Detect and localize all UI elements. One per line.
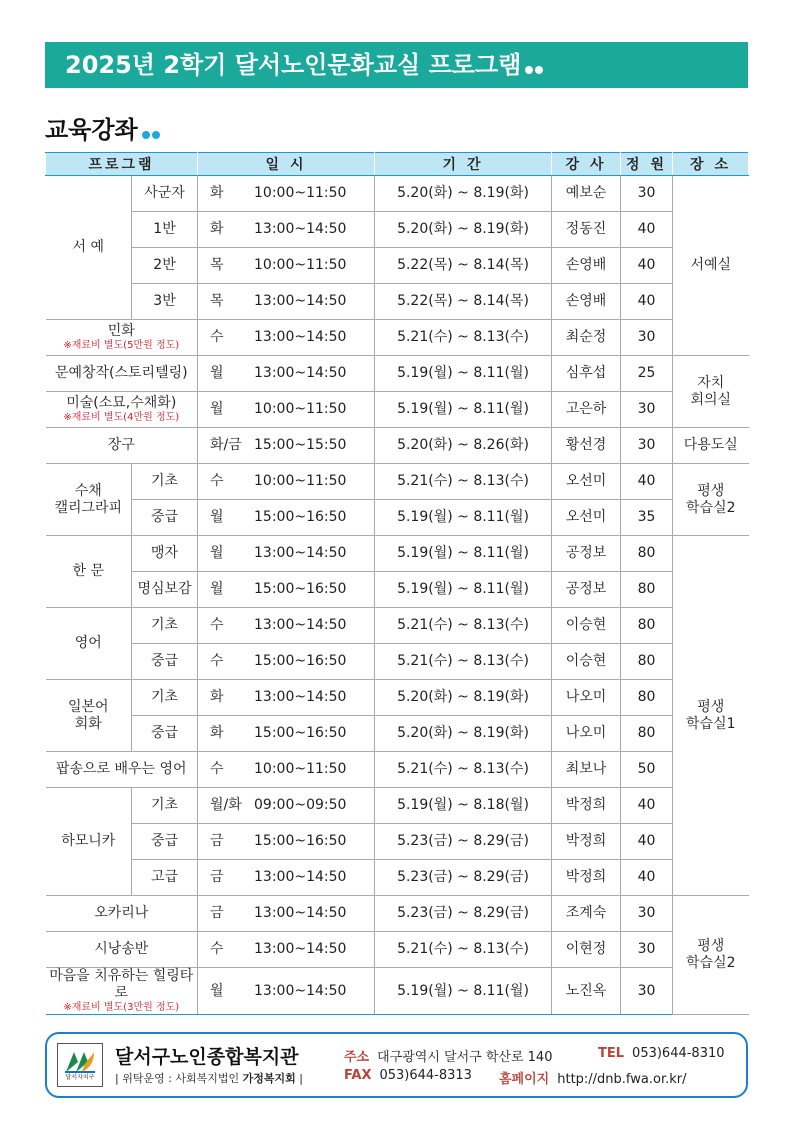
material-fee-note: ※재료비 별도(4만원 정도) — [63, 412, 180, 423]
banner-title: 2025년 2학기 달서노인문화교실 프로그램 — [65, 51, 522, 79]
capacity-cell: 25 — [621, 356, 673, 392]
time-range: 13:00~14:50 — [254, 329, 347, 345]
time-range: 13:00~14:50 — [254, 365, 347, 381]
instructor-cell: 박정희 — [552, 860, 621, 896]
program-group-cell: 영어 — [46, 608, 132, 680]
instructor-cell: 최보나 — [552, 752, 621, 788]
period-cell: 5.20(화) ~ 8.26(화) — [375, 428, 552, 464]
schedule-cell — [198, 932, 375, 968]
program-sub-cell: 기초 — [132, 464, 198, 500]
day-of-week: 월 — [210, 509, 224, 525]
period-cell: 5.20(화) ~ 8.19(화) — [375, 680, 552, 716]
program-sub-cell: 명심보감 — [132, 572, 198, 608]
time-range: 10:00~11:50 — [254, 401, 347, 417]
instructor-cell: 나오미 — [552, 680, 621, 716]
day-of-week: 수 — [210, 653, 224, 669]
program-name-cell — [46, 320, 198, 356]
time-range: 15:00~16:50 — [254, 833, 347, 849]
time-range: 13:00~14:50 — [254, 869, 347, 885]
day-of-week: 화/금 — [210, 437, 242, 453]
period-cell: 5.19(월) ~ 8.11(월) — [375, 392, 552, 428]
day-of-week: 수 — [210, 617, 224, 633]
schedule-cell — [198, 536, 375, 572]
fax-label: FAX — [344, 1068, 372, 1083]
time-range: 10:00~11:50 — [254, 185, 347, 201]
schedule-cell — [198, 896, 375, 932]
schedule-cell — [198, 680, 375, 716]
capacity-cell: 80 — [621, 572, 673, 608]
period-cell: 5.19(월) ~ 8.11(월) — [375, 536, 552, 572]
schedule-cell — [198, 500, 375, 536]
table-row — [46, 176, 749, 212]
program-sub-cell: 사군자 — [132, 176, 198, 212]
address-label: 주소 — [344, 1050, 370, 1065]
program-name-cell — [46, 896, 198, 932]
period-cell: 5.22(목) ~ 8.14(목) — [375, 248, 552, 284]
capacity-cell: 30 — [621, 392, 673, 428]
table-row — [46, 248, 749, 284]
capacity-cell: 50 — [621, 752, 673, 788]
operator-name: 가정복지회 — [242, 1072, 296, 1085]
capacity-cell: 30 — [621, 932, 673, 968]
time-range: 13:00~14:50 — [254, 689, 347, 705]
header-place: 장 소 — [673, 153, 749, 176]
day-of-week: 수 — [210, 473, 224, 489]
program-group-cell: 하모니카 — [46, 788, 132, 896]
program-name: 장구 — [107, 437, 135, 453]
instructor-cell: 이승현 — [552, 644, 621, 680]
capacity-cell: 40 — [621, 824, 673, 860]
instructor-cell: 공정보 — [552, 572, 621, 608]
period-cell: 5.23(금) ~ 8.29(금) — [375, 860, 552, 896]
instructor-cell: 정동진 — [552, 212, 621, 248]
title-banner — [45, 42, 748, 88]
program-sub-cell: 기초 — [132, 680, 198, 716]
instructor-cell: 심후섭 — [552, 356, 621, 392]
program-sub-cell: 중급 — [132, 644, 198, 680]
capacity-cell: 40 — [621, 248, 673, 284]
period-cell: 5.21(수) ~ 8.13(수) — [375, 320, 552, 356]
table-row — [46, 788, 749, 824]
period-cell: 5.22(목) ~ 8.14(목) — [375, 284, 552, 320]
capacity-cell: 30 — [621, 896, 673, 932]
period-cell: 5.21(수) ~ 8.13(수) — [375, 932, 552, 968]
schedule-cell — [198, 788, 375, 824]
instructor-cell: 최순정 — [552, 320, 621, 356]
day-of-week: 월 — [210, 401, 224, 417]
program-group-cell: 수채 캘리그라피 — [46, 464, 132, 536]
material-fee-note: ※재료비 별도(5만원 정도) — [63, 340, 180, 351]
time-range: 13:00~14:50 — [254, 982, 347, 999]
place-cell: 자치 회의실 — [673, 356, 749, 428]
time-range: 10:00~11:50 — [254, 761, 347, 777]
schedule-cell — [198, 572, 375, 608]
instructor-cell: 박정희 — [552, 788, 621, 824]
table-header-row — [46, 153, 749, 176]
instructor-cell: 손영배 — [552, 284, 621, 320]
table-row — [46, 932, 749, 968]
capacity-cell: 40 — [621, 860, 673, 896]
capacity-cell: 80 — [621, 644, 673, 680]
schedule-cell — [198, 428, 375, 464]
program-sub-cell: 기초 — [132, 788, 198, 824]
table-row — [46, 824, 749, 860]
time-range: 15:00~16:50 — [254, 509, 347, 525]
period-cell: 5.19(월) ~ 8.11(월) — [375, 572, 552, 608]
instructor-cell: 황선경 — [552, 428, 621, 464]
day-of-week: 금 — [210, 833, 224, 849]
material-fee-note: ※재료비 별도(3만원 정도) — [63, 1002, 180, 1013]
schedule-cell — [198, 860, 375, 896]
day-of-week: 월 — [210, 545, 224, 561]
place-cell: 다용도실 — [673, 428, 749, 464]
program-name: 문예창작(스토리텔링) — [54, 365, 188, 381]
program-name: 민화 — [107, 323, 135, 339]
day-of-week: 화 — [210, 185, 224, 201]
program-name-cell — [46, 392, 198, 428]
instructor-cell: 오선미 — [552, 464, 621, 500]
program-sub-cell: 고급 — [132, 860, 198, 896]
schedule-cell — [198, 212, 375, 248]
program-name: 오카리나 — [94, 905, 149, 921]
program-sub-cell: 3반 — [132, 284, 198, 320]
program-sub-cell: 1반 — [132, 212, 198, 248]
capacity-cell: 30 — [621, 428, 673, 464]
schedule-cell — [198, 968, 375, 1015]
instructor-cell: 노진옥 — [552, 968, 621, 1015]
capacity-cell: 80 — [621, 536, 673, 572]
time-range: 15:00~16:50 — [254, 581, 347, 597]
capacity-cell: 30 — [621, 968, 673, 1015]
program-name: 마음을 치유하는 힐링타로 — [49, 968, 194, 1001]
day-of-week: 월 — [210, 365, 224, 381]
program-sub-cell: 중급 — [132, 824, 198, 860]
table-row — [46, 644, 749, 680]
fax-line — [344, 1068, 472, 1083]
period-cell: 5.19(월) ~ 8.18(월) — [375, 788, 552, 824]
table-row — [46, 680, 749, 716]
instructor-cell: 이승현 — [552, 608, 621, 644]
table-row — [46, 356, 749, 392]
schedule-cell — [198, 284, 375, 320]
day-of-week: 월/화 — [210, 797, 242, 813]
day-of-week: 화 — [210, 725, 224, 741]
capacity-cell: 30 — [621, 320, 673, 356]
time-range: 13:00~14:50 — [254, 617, 347, 633]
period-cell: 5.19(월) ~ 8.11(월) — [375, 500, 552, 536]
program-name-cell — [46, 752, 198, 788]
section-title — [45, 110, 160, 145]
homepage-label: 홈페이지 — [499, 1072, 550, 1087]
time-range: 10:00~11:50 — [254, 257, 347, 273]
time-range: 15:00~16:50 — [254, 653, 347, 669]
logo — [57, 1043, 103, 1087]
day-of-week: 화 — [210, 689, 224, 705]
logo-mark-icon — [63, 1048, 97, 1074]
schedule-cell — [198, 644, 375, 680]
table-row — [46, 536, 749, 572]
program-name-cell — [46, 968, 198, 1015]
day-of-week: 금 — [210, 905, 224, 921]
day-of-week: 목 — [210, 293, 224, 309]
instructor-cell: 이현정 — [552, 932, 621, 968]
program-sub-cell: 맹자 — [132, 536, 198, 572]
program-name-cell — [46, 356, 198, 392]
program-name: 시낭송반 — [94, 941, 149, 957]
schedule-cell — [198, 464, 375, 500]
tel-line — [598, 1046, 725, 1061]
day-of-week: 수 — [210, 941, 224, 957]
time-range: 15:00~15:50 — [254, 437, 347, 453]
schedule-cell — [198, 608, 375, 644]
table-row — [46, 572, 749, 608]
table-row — [46, 896, 749, 932]
dots-decoration-icon — [140, 117, 160, 145]
day-of-week: 목 — [210, 257, 224, 273]
instructor-cell: 박정희 — [552, 824, 621, 860]
homepage-line — [499, 1068, 687, 1087]
capacity-cell: 40 — [621, 284, 673, 320]
instructor-cell: 나오미 — [552, 716, 621, 752]
table-row — [46, 752, 749, 788]
period-cell: 5.21(수) ~ 8.13(수) — [375, 464, 552, 500]
schedule-cell — [198, 320, 375, 356]
section-title-text: 교육강좌 — [45, 116, 138, 144]
schedule-cell — [198, 392, 375, 428]
homepage-link[interactable]: http://dnb.fwa.or.kr/ — [557, 1072, 687, 1087]
program-group-cell: 서 예 — [46, 176, 132, 320]
program-name: 팝송으로 배우는 영어 — [55, 761, 187, 777]
table-row — [46, 284, 749, 320]
program-group-cell: 일본어 회화 — [46, 680, 132, 752]
fax-value: 053)644-8313 — [379, 1068, 472, 1083]
header-ilsi: 일 시 — [198, 153, 375, 176]
header-capacity: 정 원 — [621, 153, 673, 176]
table-row — [46, 428, 749, 464]
org-name: 달서구노인종합복지관 — [115, 1046, 299, 1068]
table-row — [46, 464, 749, 500]
capacity-cell: 35 — [621, 500, 673, 536]
dots-decoration-icon — [523, 43, 543, 89]
place-cell: 평생 학습실2 — [673, 464, 749, 536]
capacity-cell: 80 — [621, 608, 673, 644]
instructor-cell: 손영배 — [552, 248, 621, 284]
time-range: 13:00~14:50 — [254, 545, 347, 561]
instructor-cell: 고은하 — [552, 392, 621, 428]
period-cell: 5.21(수) ~ 8.13(수) — [375, 644, 552, 680]
time-range: 10:00~11:50 — [254, 473, 347, 489]
tel-value: 053)644-8310 — [632, 1046, 725, 1061]
period-cell: 5.23(금) ~ 8.29(금) — [375, 824, 552, 860]
table-row — [46, 968, 749, 1015]
day-of-week: 월 — [210, 982, 224, 999]
capacity-cell: 40 — [621, 212, 673, 248]
period-cell: 5.20(화) ~ 8.19(화) — [375, 716, 552, 752]
place-cell: 평생 학습실2 — [673, 896, 749, 1015]
instructor-cell: 예보순 — [552, 176, 621, 212]
place-cell: 서예실 — [673, 176, 749, 356]
time-range: 09:00~09:50 — [254, 797, 347, 813]
program-sub-cell: 기초 — [132, 608, 198, 644]
capacity-cell: 80 — [621, 716, 673, 752]
program-sub-cell: 2반 — [132, 248, 198, 284]
time-range: 13:00~14:50 — [254, 293, 347, 309]
period-cell: 5.21(수) ~ 8.13(수) — [375, 608, 552, 644]
program-sub-cell: 중급 — [132, 500, 198, 536]
header-instructor: 강 사 — [552, 153, 621, 176]
instructor-cell: 공정보 — [552, 536, 621, 572]
schedule-cell — [198, 248, 375, 284]
program-name-cell — [46, 428, 198, 464]
place-cell: 평생 학습실1 — [673, 536, 749, 896]
table-row — [46, 392, 749, 428]
operator-prefix: | 위탁운영 : 사회복지법인 — [115, 1072, 243, 1085]
table-row — [46, 320, 749, 356]
capacity-cell: 30 — [621, 176, 673, 212]
instructor-cell: 조계숙 — [552, 896, 621, 932]
day-of-week: 월 — [210, 581, 224, 597]
table-row — [46, 716, 749, 752]
table-row — [46, 500, 749, 536]
program-name: 미술(소묘,수채화) — [66, 395, 177, 411]
table-row — [46, 608, 749, 644]
program-sub-cell: 중급 — [132, 716, 198, 752]
period-cell: 5.19(월) ~ 8.11(월) — [375, 968, 552, 1015]
period-cell: 5.20(화) ~ 8.19(화) — [375, 212, 552, 248]
program-name-cell — [46, 932, 198, 968]
program-group-cell: 한 문 — [46, 536, 132, 608]
day-of-week: 화 — [210, 221, 224, 237]
time-range: 13:00~14:50 — [254, 941, 347, 957]
address-line — [344, 1046, 552, 1065]
table-row — [46, 212, 749, 248]
schedule-cell — [198, 752, 375, 788]
header-program: 프로그램 — [46, 153, 198, 176]
time-range: 15:00~16:50 — [254, 725, 347, 741]
schedule-table — [45, 152, 749, 1015]
operator-suffix: | — [295, 1072, 304, 1085]
schedule-cell — [198, 176, 375, 212]
header-period: 기 간 — [375, 153, 552, 176]
capacity-cell: 80 — [621, 680, 673, 716]
period-cell: 5.19(월) ~ 8.11(월) — [375, 356, 552, 392]
table-row — [46, 860, 749, 896]
instructor-cell: 오선미 — [552, 500, 621, 536]
schedule-cell — [198, 824, 375, 860]
period-cell: 5.21(수) ~ 8.13(수) — [375, 752, 552, 788]
period-cell: 5.20(화) ~ 8.19(화) — [375, 176, 552, 212]
tel-label: TEL — [598, 1046, 625, 1061]
period-cell: 5.23(금) ~ 8.29(금) — [375, 896, 552, 932]
operator-line — [115, 1070, 303, 1086]
schedule-cell — [198, 356, 375, 392]
capacity-cell: 40 — [621, 788, 673, 824]
time-range: 13:00~14:50 — [254, 905, 347, 921]
day-of-week: 수 — [210, 761, 224, 777]
schedule-cell — [198, 716, 375, 752]
day-of-week: 금 — [210, 869, 224, 885]
capacity-cell: 40 — [621, 464, 673, 500]
logo-caption: 달서자치구 — [65, 1074, 95, 1081]
address-value: 대구광역시 달서구 학산로 140 — [377, 1050, 553, 1065]
footer-box — [45, 1032, 748, 1098]
day-of-week: 수 — [210, 329, 224, 345]
time-range: 13:00~14:50 — [254, 221, 347, 237]
